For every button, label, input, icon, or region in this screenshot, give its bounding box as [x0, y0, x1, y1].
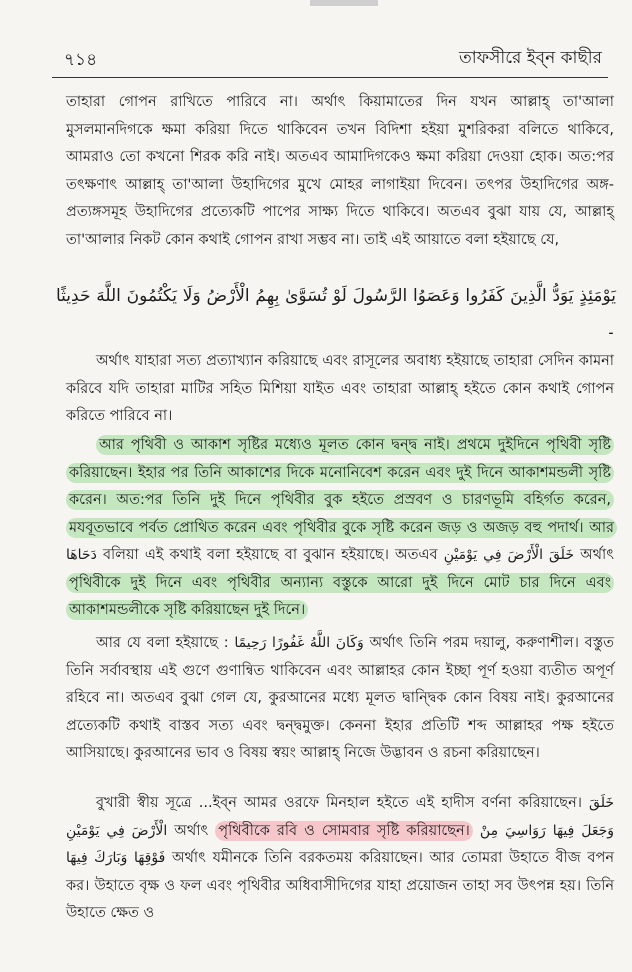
- paragraph-5-text-a: বুখারী স্বীয় সূত্রে ...ইব্‌ন আমর ওরফে মিনহাল হইতে এই হাদীস বর্ণনা করিয়াছেন।: [96, 795, 582, 811]
- arabic-phrase-khalaqal-ard-2: خَلَقَ الْأَرْضَ فِي يَوْمَيْنِ: [66, 795, 615, 839]
- top-scroll-indicator: [310, 0, 378, 6]
- paragraph-4-text-a: আর যে বলা হইয়াছে :: [96, 635, 229, 651]
- arabic-phrase-ghafur-rahim: وَكَانَ اللَّهُ غَفُورًا رَحِيمًا: [234, 635, 364, 651]
- paragraph-4: [66, 630, 614, 768]
- paragraph-4-text-b: অর্থাৎ তিনি পরম দয়ালু, করুণাশীল। বস্তুত তিনি সর্বাবস্থায় এই গুণে গুণান্বিত থাকিবেন এবং আল্লাহর কোন ইচ্ছা পূর্ণ হওয়া ব্যতীত অপূর্ণ রহিবে না। অতএব বুঝা গেল যে, কুরআনের মধ্যে মূলত দ্বান্দ্বিক কোন বিষয় নাই। কুরআনের প্রত্যেকটি কথাই বাস্তব সত্য এবং দ্বন্দ্বমুক্ত। কেননা ইহার প্রতিটি শব্দ আল্লাহর পক্ষ হইতে আসিয়াছে। কুরআনের ভাব ও বিষয় স্বয়ং আল্লাহ্‌ নিজে উদ্ভাবন ও রচনা করিয়াছেন।: [66, 635, 615, 761]
- page-number: ৭১৪: [64, 50, 98, 70]
- green-highlight-1: আর পৃথিবী ও আকাশ সৃষ্টির মধ্যেও মূলত কোন দ্বন্দ্ব নাই। প্রথমে দুইদিনে পৃথিবী সৃষ্টি করিয়াছেন। ইহার পর তিনি আকাশের দিকে মনোনিবেশ করেন এবং দুই দিনে আকাশমন্ডলী সৃষ্টি করেন। অত:পর তিনি দুই দিনে পৃথিবীর বুক হইতে প্রস্রবণ ও চারণভূমি বহির্গত করেন, মযবূতভাবে পর্বত প্রোথিত করেন এবং পৃথিবীর বুকে সৃষ্টি করেন জড় ও অজড় বহু পদার্থ। আর: [66, 435, 617, 538]
- paragraph-5-text-b: অর্থাৎ: [174, 822, 209, 839]
- paragraph-3-text-b: বলিয়া এই কথাই বলা হইয়াছে বা বুঝান হইয়াছে। অতএব: [102, 547, 438, 563]
- paragraph-3-text-c: অর্থাৎ: [580, 547, 615, 563]
- arabic-phrase-khalaqal-ard: خَلَقَ الْأَرْضَ فِي يَوْمَيْنِ: [443, 547, 574, 563]
- arabic-phrase-dahaha: دَحَاهَا: [66, 547, 97, 563]
- paragraph-5-text-c: অর্থাৎ যমীনকে তিনি বরকতময় করিয়াছেন। আর তোমরা উহাতে বীজ বপন কর। উহাতে বৃক্ষ ও ফল এবং পৃথিবীর অধিবাসীদিগের যাহা প্রয়োজন তাহা সব উৎপন্ন হয়। তিনি উহাতে ক্ষেত ও: [66, 850, 614, 921]
- paragraph-2: [66, 348, 614, 431]
- running-title: তাফসীরে ইব্‌ন কাছীর: [459, 48, 602, 68]
- arabic-phrase-rawasi: وَجَعَلَ فِيهَا رَوَاسِيَ مِنْ فَوْقِهَا وَبَارَكَ فِيهَا: [66, 822, 614, 866]
- paragraph-5: [66, 790, 614, 928]
- header-divider: [52, 77, 608, 78]
- paragraph-1-text: তাহারা গোপন রাখিতে পারিবে না। অর্থাৎ কিয়ামাতের দিন যখন আল্লাহ্‌ তা'আলা মুসলমানদিগকে ক্ষমা করিয়া দিতে থাকিবেন তখন বিদিশা হইয়া মুশরিকরা বলিতে থাকিবে, আমরাও তো কখনো শিরক করি নাই। অতএব আমাদিগকেও ক্ষমা করিয়া দেওয়া হোক। অত:পর তৎক্ষণাৎ আল্লাহ্‌ তা'আলা উহাদিগের মুখে মোহর লাগাইয়া দিবেন। তৎপর উহাদিগের অঙ্গ-প্রত্যঙ্গসমূহ উহাদিগের প্রত্যেকটি পাপের সাক্ষ্য দিতে থাকিবে। অতএব বুঝা যায় যে, আল্লাহ্‌ তা'আলার নিকট কোন কথাই গোপন রাখা সম্ভব না। তাই এই আয়াতে বলা হইয়াছে যে,: [66, 94, 614, 248]
- green-highlight-2: পৃথিবীকে দুই দিনে এবং পৃথিবীর অন্যান্য বস্তুকে আরো দুই দিনে মোট চার দিনে এবং আকাশমন্ডলীকে সৃষ্টি করিয়াছেন দুই দিনে।: [66, 573, 614, 621]
- pink-highlight: পৃথিবীকে রবি ও সোমবার সৃষ্টি করিয়াছেন।: [215, 821, 473, 841]
- paragraph-1: [66, 89, 614, 254]
- paragraph-3: [66, 432, 614, 625]
- paragraph-2-text: অর্থাৎ যাহারা সত্য প্রত্যাখ্যান করিয়াছে এবং রাসূলের অবাধ্য হইয়াছে তাহারা সেদিন কামনা করিবে যদি তাহারা মাটির সহিত মিশিয়া যাইত এবং তাহারা আল্লাহ্‌ হইতে কোন কথাই গোপন করিতে পারিবে না।: [66, 353, 614, 424]
- quran-verse-1: يَوْمَئِذٍ يَوَدُّ الَّذِينَ كَفَرُوا وَعَصَوُا الرَّسُولَ لَوْ تُسَوَّىٰ بِهِمُ الْأَرْضُ وَلَا يَكْتُمُونَ اللَّهَ حَدِيثًا ۔: [56, 286, 616, 339]
